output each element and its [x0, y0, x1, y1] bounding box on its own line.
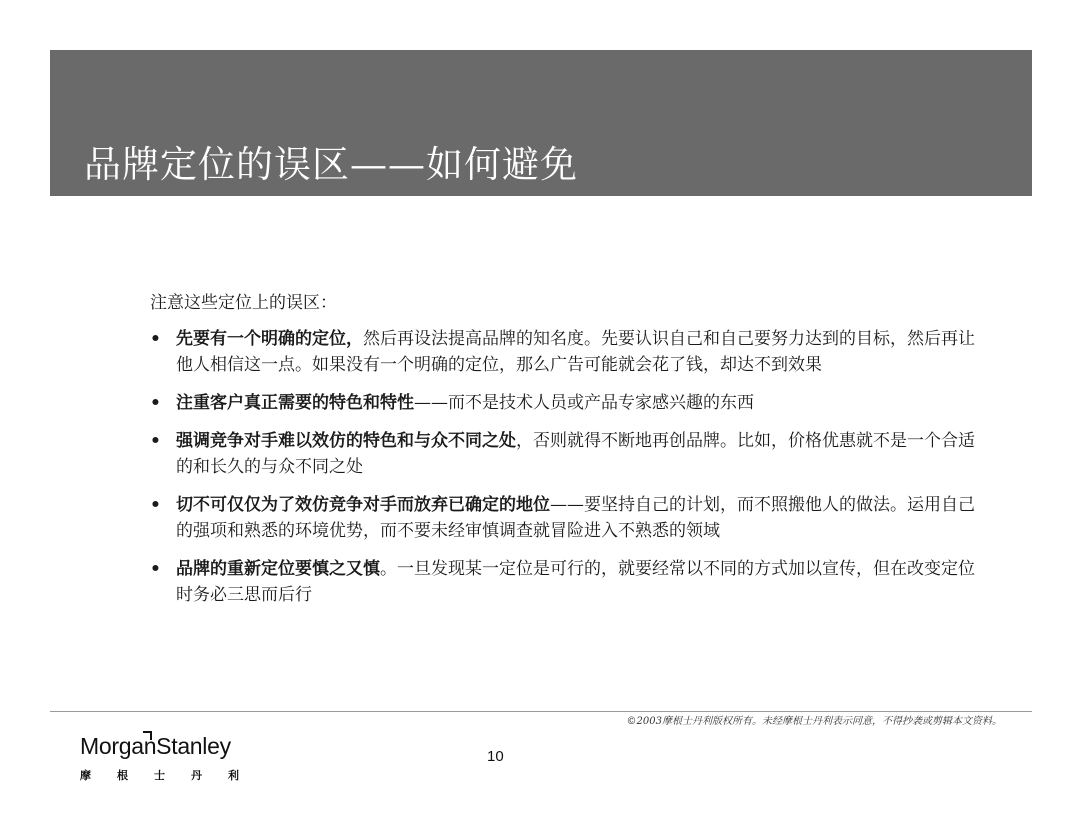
logo-chinese-name: 摩根士丹利 — [80, 769, 265, 782]
copyright-notice: ©2003摩根士丹利版权所有。未经摩根士丹利表示同意，不得抄袭或剪辑本文资料。 — [626, 716, 1002, 727]
bullet-icon: • — [150, 431, 161, 451]
bullet-text: 。一旦发现某一定位是可行的，就要经常以不同的方式加以宣传，但在改变定位时务必三思而后行 — [176, 559, 975, 605]
bullet-icon: • — [150, 559, 161, 579]
bullet-text: 然后再设法提高品牌的知名度。先要认识自己和自己要努力达到的目标，然后再让他人相信这一点。如果没有一个明确的定位，那么广告可能就会花了钱，却达不到效果 — [176, 329, 975, 375]
morgan-stanley-logo: MorganStanley — [80, 733, 231, 759]
bullet-text: ，否则就得不断地再创品牌。比如，价格优惠就不是一个合适的和长久的与众不同之处 — [176, 431, 975, 477]
bullet-bold-text: 注重客户真正需要的特色和特性 — [176, 393, 414, 413]
bullet-bold-text: 品牌的重新定位要慎之又慎 — [176, 559, 380, 579]
bullet-item — [150, 428, 980, 480]
bullet-icon: • — [150, 329, 161, 349]
logo-corner-icon — [143, 731, 152, 740]
title-banner — [50, 50, 1032, 196]
bullet-item — [150, 556, 980, 608]
bullet-item — [150, 326, 980, 378]
bullet-item — [150, 390, 980, 416]
bullet-text: ——而不是技术人员或产品专家感兴趣的东西 — [414, 393, 754, 413]
page-number: 10 — [487, 748, 504, 765]
bullet-bold-text: 先要有一个明确的定位， — [176, 329, 363, 349]
slide-content — [150, 290, 980, 620]
slide-title: 品牌定位的误区——如何避免 — [84, 143, 578, 186]
bullet-icon: • — [150, 393, 161, 413]
bullet-list — [150, 326, 980, 608]
bullet-icon: • — [150, 495, 161, 515]
intro-text: 注意这些定位上的误区： — [150, 293, 337, 313]
bullet-text: ——要坚持自己的计划，而不照搬他人的做法。运用自己的强项和熟悉的环境优势，而不要未经审慎调查就冒险进入不熟悉的领域 — [176, 495, 975, 541]
bullet-bold-text: 强调竞争对手难以效仿的特色和与众不同之处 — [176, 431, 516, 451]
bullet-bold-text: 切不可仅仅为了效仿竞争对手而放弃已确定的地位 — [176, 495, 550, 515]
bullet-item — [150, 492, 980, 544]
